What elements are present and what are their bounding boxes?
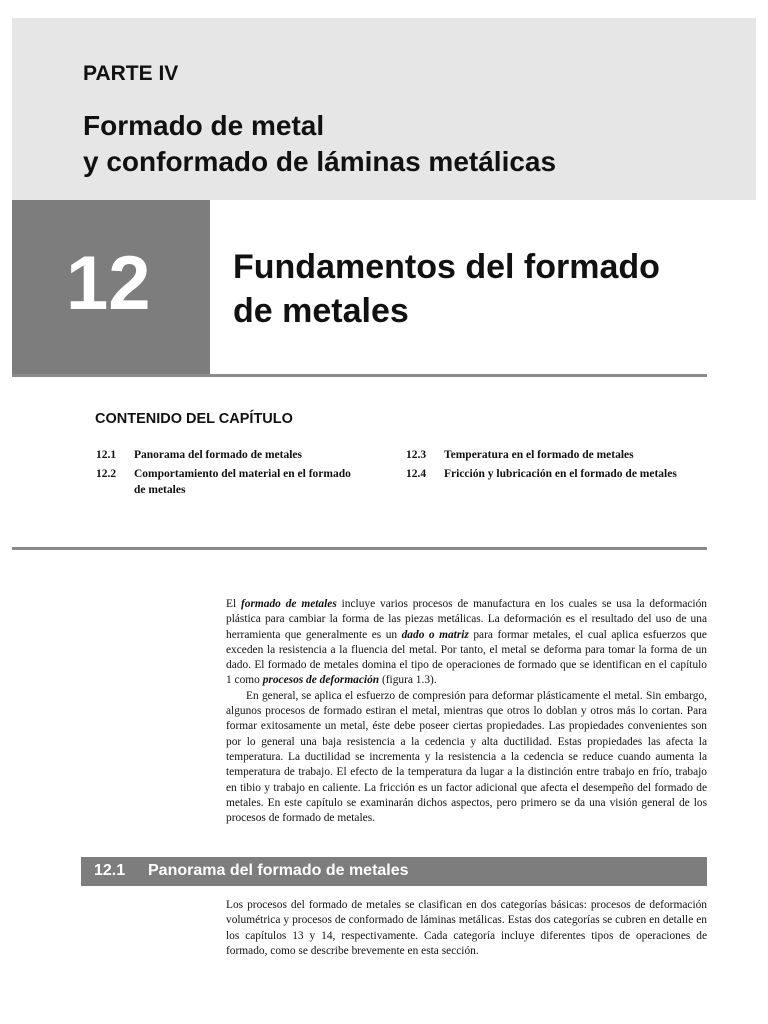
- toc-item-title-line2: de metales: [134, 484, 186, 496]
- toc-item-number: 12.2: [96, 468, 117, 480]
- part-title: [83, 108, 556, 180]
- toc-item-number: 12.4: [406, 468, 427, 480]
- toc-item-number: 12.1: [96, 449, 117, 461]
- toc-item-title: Panorama del formado de metales: [134, 449, 302, 461]
- toc-item-title: Temperatura en el formado de metales: [444, 449, 634, 461]
- intro-paragraph-2: En general, se aplica el esfuerzo de compresión para deformar plásticamente el metal. Sin embargo, algunos procesos de formado estiran el metal, mientras que otros lo doblan y otros más lo cortan. Para formar exitosamente un metal, éste debe poseer ciertas propiedades. Las propiedades convenientes son por lo general una baja resistencia a la cedencia y alta ductilidad. Estas propiedades las afecta la temperatura. La ductilidad se incrementa y la resistencia a la cedencia se reduce cuando aumenta la temperatura de trabajo. El efecto de la temperatura da lugar a la distinción entre trabajo en frío, trabajo en tibio y trabajo en caliente. La fricción es un factor adicional que afecta el desempeño del formado de metales. En este capítulo se examinarán dichos aspectos, pero primero se da una visión general de los procesos de formado de metales.: [226, 689, 707, 825]
- toc-item-number: 12.3: [406, 449, 427, 461]
- section-number: 12.1: [94, 862, 126, 879]
- text-run: (figura 1.3).: [379, 674, 437, 687]
- part-title-line2: y conformado de láminas metálicas: [83, 146, 557, 177]
- part-label: PARTE IV: [83, 62, 179, 85]
- key-term: dado o matriz: [401, 628, 469, 641]
- chapter-title-rule: [12, 374, 707, 377]
- text-run: El: [226, 598, 241, 610]
- section-title: Panorama del formado de metales: [148, 862, 409, 879]
- chapter-title: [233, 245, 660, 333]
- section-heading-bar: [81, 857, 707, 886]
- toc-item[interactable]: [96, 466, 396, 498]
- toc-item[interactable]: [406, 447, 706, 463]
- toc-item-title: Fricción y lubricación en el formado de metales: [444, 468, 677, 480]
- section-text: [226, 898, 707, 959]
- contents-rule: [12, 547, 707, 550]
- chapter-title-line2: de metales: [233, 292, 409, 330]
- chapter-title-line1: Fundamentos del formado: [233, 248, 660, 286]
- key-term: procesos de deformación: [262, 674, 380, 687]
- part-title-line1: Formado de metal: [83, 110, 325, 141]
- key-term: formado de metales: [241, 598, 337, 610]
- toc-item-title-line1: Comportamiento del material en el formado: [134, 468, 351, 480]
- contents-heading: CONTENIDO DEL CAPÍTULO: [95, 411, 293, 427]
- section-paragraph-1: Los procesos del formado de metales se clasifican en dos categorías básicas: procesos de deformación volumétrica y procesos de conformado de láminas metálicas. Estas dos categorías se cubren en detalle en los capítulos 13 y 14, respectivamente. Cada categoría incluye diferentes tipos de operaciones de formado, como se describe brevemente en esta sección.: [226, 899, 707, 957]
- text-run: para formar metales, el cual aplica esfuerzos que exceden la resistencia a la fluencia del metal. Por tanto, el metal se deforma para tomar la forma de un dado. El formado de metales domina el tipo de operaciones de formado que se identifican en el capítulo 1 como: [226, 628, 707, 687]
- text-run: incluye varios procesos de manufactura en los cuales se usa la deformación plástica para cambiar la forma de las piezas metálicas. La deformación es el resultado del uso de una herramienta que generalmente es un: [226, 598, 707, 641]
- intro-paragraph-1: [226, 597, 707, 689]
- toc-item[interactable]: [406, 466, 706, 482]
- chapter-number: 12: [66, 241, 151, 326]
- toc-item[interactable]: [96, 447, 396, 463]
- intro-text: [226, 597, 707, 826]
